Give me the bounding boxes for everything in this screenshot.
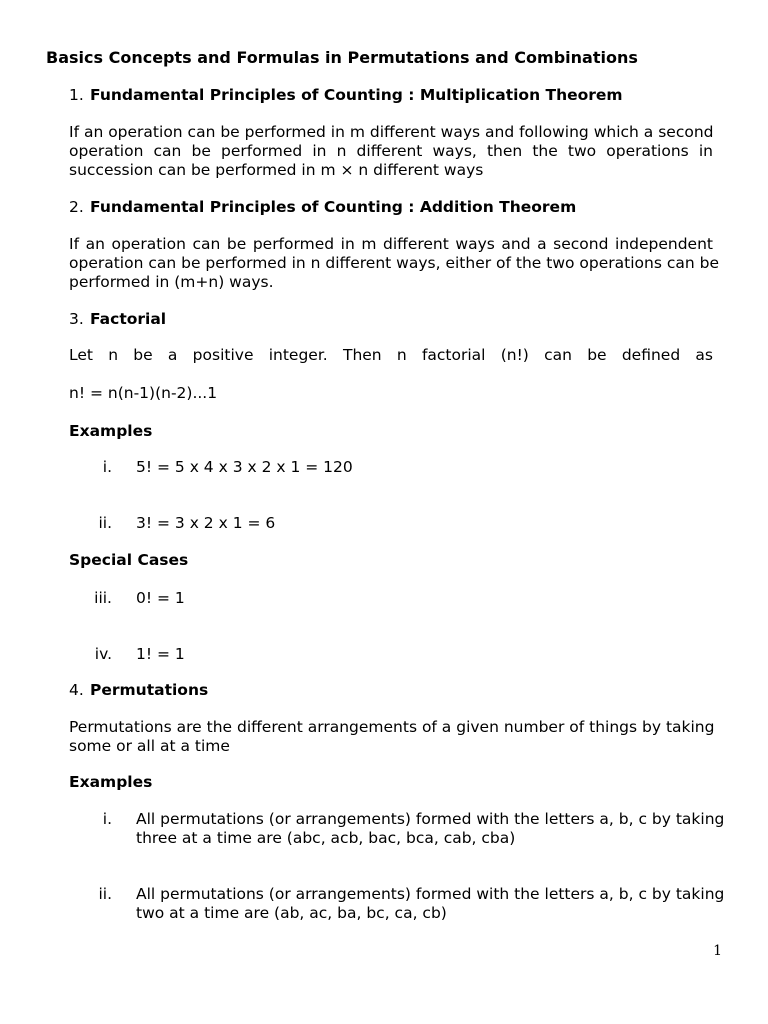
paragraph-line: succession can be performed in m × n different ways	[69, 161, 484, 179]
section-2-number: 2.	[69, 198, 84, 216]
paragraph-line: Permutations are the different arrangements of a given number of things by taking	[69, 718, 715, 736]
paragraph-line: Let n be a positive integer. Then n factorial (n!) can be defined as	[69, 346, 713, 364]
paragraph-line: operation can be performed in n different ways, either of the two operations can be	[69, 254, 719, 272]
paragraph-line: If an operation can be performed in m different ways and following which a second	[69, 123, 714, 141]
list-item: 3! = 3 x 2 x 1 = 6	[136, 514, 276, 532]
section-4-paragraph	[69, 718, 713, 756]
section-3-heading: Factorial	[90, 310, 167, 328]
list-item-number: iv.	[94, 645, 112, 663]
paragraph-line: some or all at a time	[69, 737, 230, 755]
section-1-number: 1.	[69, 86, 84, 104]
page-number: 1	[713, 943, 722, 959]
paragraph-line: performed in (m+n) ways.	[69, 273, 274, 291]
list-item-number: ii.	[98, 514, 112, 532]
list-item-line: three at a time are (abc, acb, bac, bca, cab, cba)	[136, 829, 516, 847]
list-item-number: i.	[102, 458, 112, 476]
list-item	[136, 810, 725, 848]
list-item-line: All permutations (or arrangements) formed with the letters a, b, c by taking	[136, 810, 725, 828]
list-item-number: i.	[102, 810, 112, 828]
list-item-number: ii.	[98, 885, 112, 903]
paragraph-line: operation can be performed in n different ways, then the two operations in	[69, 142, 713, 160]
list-item-number: iii.	[94, 589, 112, 607]
page-title: Basics Concepts and Formulas in Permutations and Combinations	[46, 48, 638, 67]
list-item-line: All permutations (or arrangements) formed with the letters a, b, c by taking	[136, 885, 725, 903]
list-item: 5! = 5 x 4 x 3 x 2 x 1 = 120	[136, 458, 353, 476]
section-1-heading: Fundamental Principles of Counting : Multiplication Theorem	[90, 86, 623, 104]
list-item: 0! = 1	[136, 589, 185, 607]
section-2-paragraph	[69, 235, 719, 292]
factorial-formula: n! = n(n-1)(n-2)...1	[69, 384, 218, 402]
section-2-heading: Fundamental Principles of Counting : Addition Theorem	[90, 198, 577, 216]
paragraph-line: If an operation can be performed in m different ways and a second independent	[69, 235, 713, 253]
section-3-number: 3.	[69, 310, 84, 328]
list-item-line: two at a time are (ab, ac, ba, bc, ca, cb)	[136, 904, 447, 922]
section-3-paragraph	[69, 346, 713, 365]
list-item: 1! = 1	[136, 645, 185, 663]
examples-label: Examples	[69, 773, 153, 791]
examples-label: Examples	[69, 422, 153, 440]
section-4-number: 4.	[69, 681, 84, 699]
list-item	[136, 885, 725, 923]
section-4-heading: Permutations	[90, 681, 209, 699]
section-1-paragraph	[69, 123, 713, 180]
special-cases-label: Special Cases	[69, 551, 189, 569]
